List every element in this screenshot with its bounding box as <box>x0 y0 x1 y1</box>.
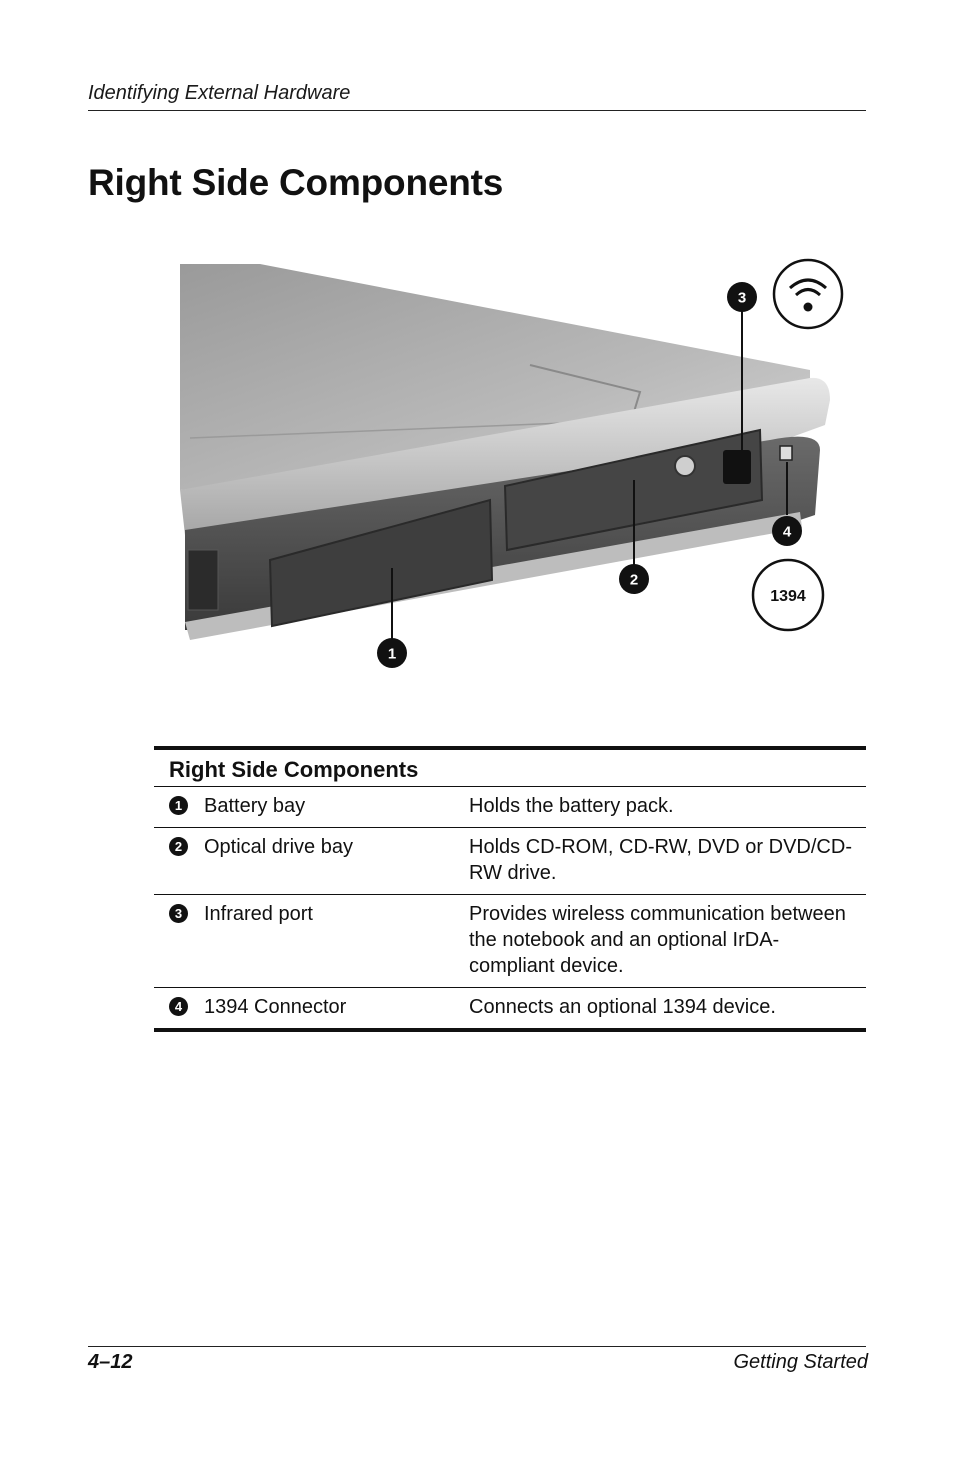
callout-3 <box>727 282 757 312</box>
callout-number: 2 <box>169 837 188 856</box>
table-row <box>154 786 866 827</box>
callout-number: 1 <box>169 796 188 815</box>
table-row <box>154 827 866 894</box>
callout-1 <box>377 638 407 668</box>
notebook-right-side-figure <box>170 250 860 680</box>
component-name-cell <box>154 828 469 894</box>
eject-button <box>675 456 695 476</box>
callout-4 <box>772 516 802 546</box>
component-description: Provides wireless communication between the notebook and an optional IrDA-compliant device. <box>469 903 846 977</box>
ieee1394-icon <box>753 560 823 630</box>
component-description: Connects an optional 1394 device. <box>469 996 776 1018</box>
component-name: Infrared port <box>204 903 313 925</box>
running-head: Identifying External Hardware <box>88 82 351 104</box>
component-name: Optical drive bay <box>204 836 353 858</box>
callout-4-label: 4 <box>782 523 792 541</box>
component-name-cell <box>154 895 469 987</box>
page-title: Right Side Components <box>88 162 504 203</box>
callout-2-label: 2 <box>629 571 639 589</box>
table-bottom-rule <box>154 1028 866 1032</box>
component-name: Battery bay <box>204 795 306 817</box>
callout-number: 4 <box>169 997 188 1016</box>
callout-1-label: 1 <box>387 645 397 663</box>
callout-number: 3 <box>169 904 188 923</box>
component-name-cell <box>154 787 469 827</box>
callout-3-label: 3 <box>737 289 747 307</box>
components-table <box>154 746 866 1032</box>
header-rule <box>88 110 866 111</box>
component-name: 1394 Connector <box>204 996 347 1018</box>
page-number: 4–12 <box>88 1351 133 1373</box>
table-row <box>154 987 866 1028</box>
footer-rule <box>88 1346 866 1347</box>
table-caption: Right Side Components <box>169 757 419 782</box>
component-description: Holds the battery pack. <box>469 795 674 817</box>
notebook-illustration <box>170 250 860 680</box>
book-title: Getting Started <box>733 1351 868 1373</box>
ieee1394-port <box>780 446 792 460</box>
infrared-port <box>723 450 751 484</box>
component-name-cell <box>154 988 469 1028</box>
callout-2 <box>619 564 649 594</box>
component-description: Holds CD-ROM, CD-RW, DVD or DVD/CD-RW drive. <box>469 836 852 884</box>
ieee1394-icon-label: 1394 <box>770 588 806 605</box>
table-row <box>154 894 866 987</box>
infrared-icon <box>774 260 842 328</box>
